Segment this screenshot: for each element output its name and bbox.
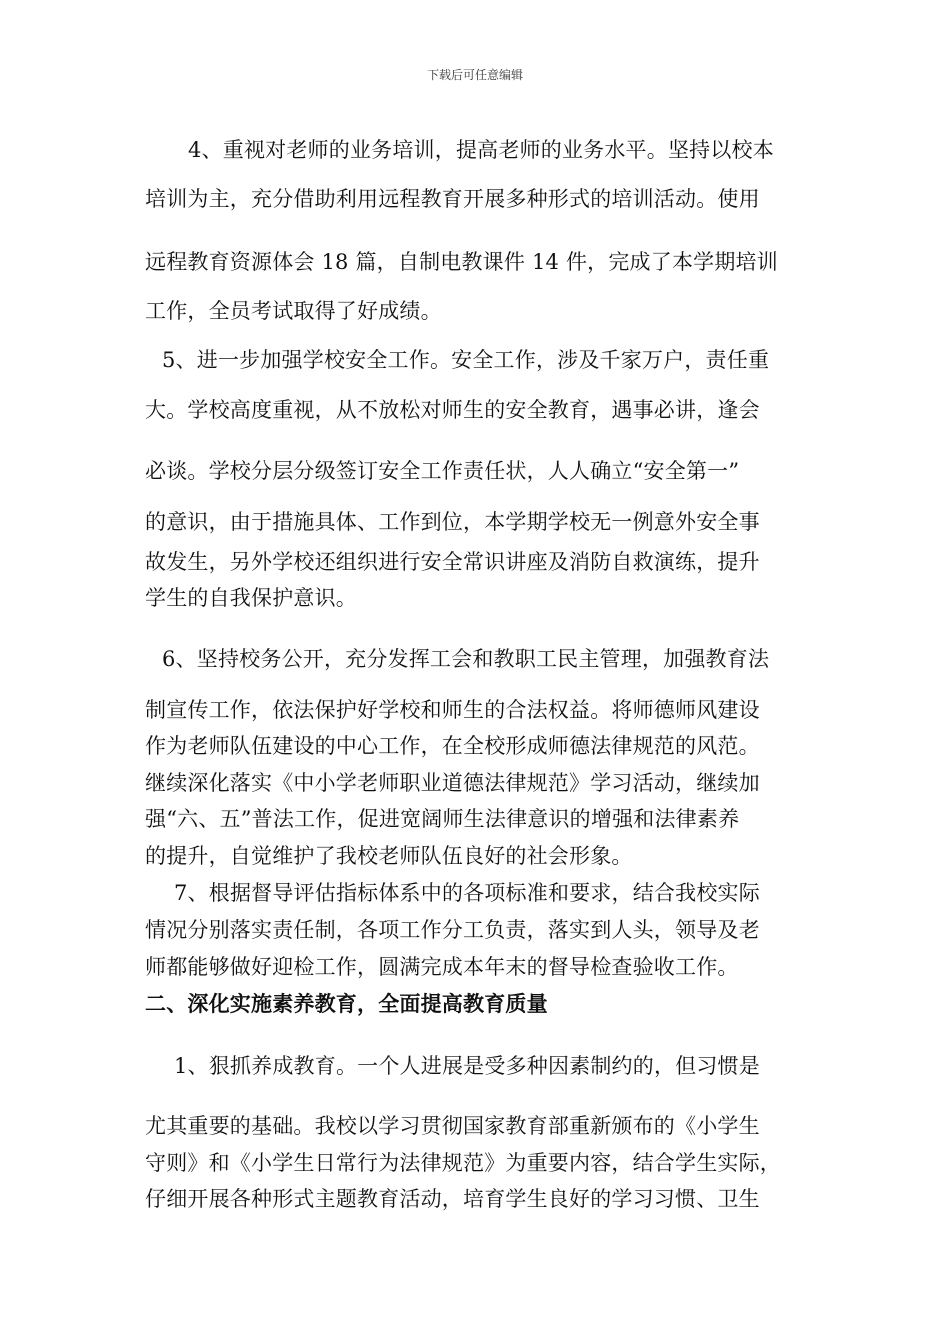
text-line: 4、重视对老师的业务培训，提高老师的业务水平。坚持以校本 — [188, 138, 774, 162]
text-line: 强“六、五”普法工作，促进宽阔师生法律意识的增强和法律素养 — [145, 807, 740, 831]
text-line: 仔细开展各种形式主题教育活动，培育学生良好的学习习惯、卫生 — [145, 1187, 760, 1211]
text-line: 5、进一步加强学校安全工作。安全工作，涉及千家万户，责任重 — [162, 348, 770, 372]
text-line: 工作，全员考试取得了好成绩。 — [145, 299, 442, 323]
text-line: 继续深化落实《中小学老师职业道德法律规范》学习活动，继续加 — [145, 771, 760, 795]
text-line: 的意识，由于措施具体、工作到位，本学期学校无一例意外安全事 — [145, 510, 760, 534]
text-line: 6、坚持校务公开，充分发挥工会和教职工民主管理，加强教育法 — [162, 647, 770, 671]
text-line: 的提升，自觉维护了我校老师队伍良好的社会形象。 — [145, 844, 633, 868]
text-line: 远程教育资源体会 18 篇，自制电教课件 14 件，完成了本学期培训 — [145, 250, 778, 274]
page-header: 下载后可任意编辑 — [426, 68, 523, 82]
text-line: 1、狠抓养成教育。一个人进展是受多种因素制约的，但习惯是 — [174, 1054, 760, 1078]
text-line: 作为老师队伍建设的中心工作，在全校形成师德法律规范的风范。 — [145, 734, 760, 758]
text-line: 培训为主，充分借助利用远程教育开展多种形式的培训活动。使用 — [145, 187, 760, 211]
text-line: 学生的自我保护意识。 — [145, 586, 357, 610]
text-line: 守则》和《小学生日常行为法律规范》为重要内容，结合学生实际， — [145, 1151, 781, 1175]
text-line: 尤其重要的基础。我校以学习贯彻国家教育部重新颁布的《小学生 — [145, 1114, 760, 1138]
text-line: 故发生，另外学校还组织进行安全常识讲座及消防自救演练，提升 — [145, 550, 760, 574]
section-heading: 二、深化实施素养教育，全面提高教育质量 — [145, 991, 548, 1016]
text-line: 必谈。学校分层分级签订安全工作责任状，人人确立“安全第一” — [145, 459, 740, 483]
text-line: 情况分别落实责任制，各项工作分工负责，落实到人头，领导及老 — [145, 918, 760, 942]
text-line: 7、根据督导评估指标体系中的各项标准和要求，结合我校实际 — [174, 881, 760, 905]
text-line: 制宣传工作，依法保护好学校和师生的合法权益。将师德师风建设 — [145, 698, 760, 722]
text-line: 师都能够做好迎检工作，圆满完成本年末的督导检查验收工作。 — [145, 955, 739, 979]
text-line: 大。学校高度重视，从不放松对师生的安全教育，遇事必讲，逢会 — [145, 398, 760, 422]
